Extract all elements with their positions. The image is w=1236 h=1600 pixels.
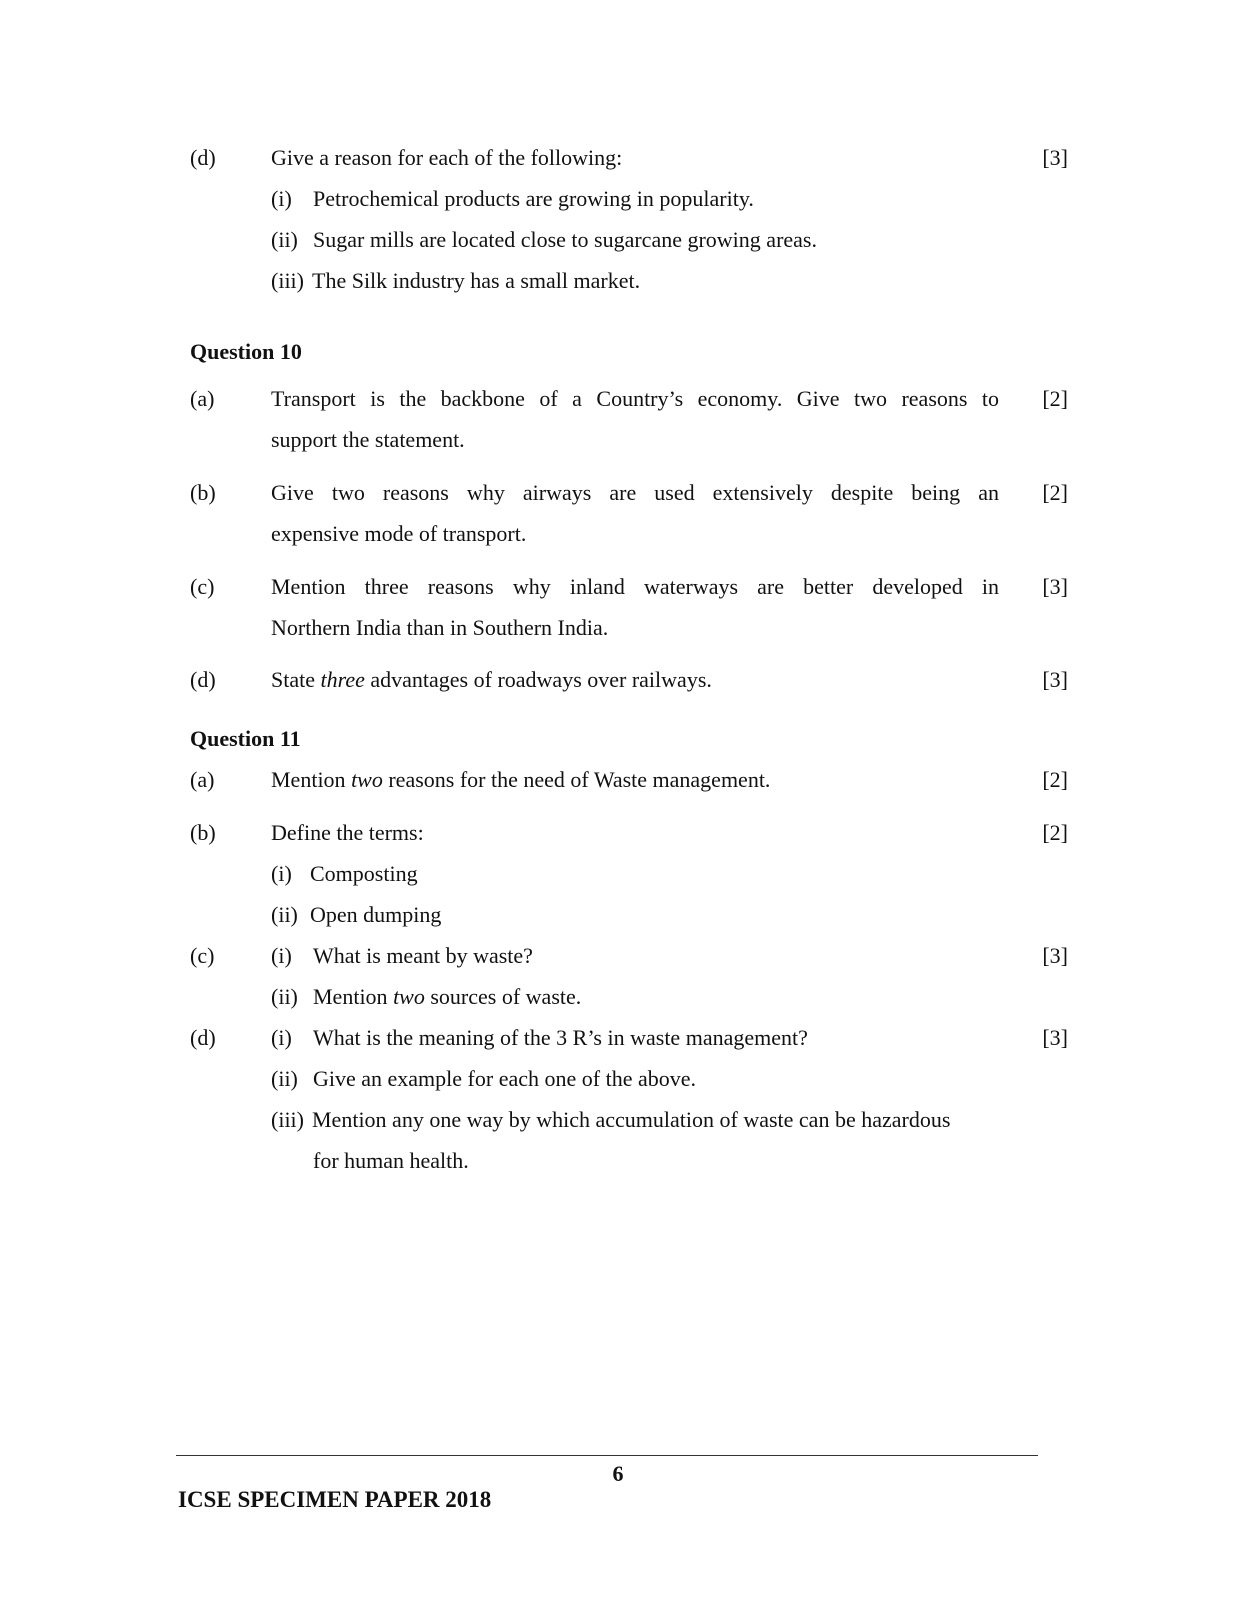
- q10d-label: (d): [190, 667, 216, 692]
- q11b-ii-text: Open dumping: [310, 902, 442, 927]
- q9d-i-text: Petrochemical products are growing in popularity.: [313, 186, 754, 211]
- q11d-i-num: (i): [271, 1025, 292, 1050]
- q10b-line2: expensive mode of transport.: [271, 521, 527, 546]
- q9d-ii-text: Sugar mills are located close to sugarcane growing areas.: [313, 227, 817, 252]
- q11c-label: (c): [190, 943, 215, 968]
- q9d-marks: [3]: [1042, 145, 1068, 170]
- q10a-line1: Transport is the backbone of a Country’s economy. Give two reasons to: [271, 386, 999, 411]
- q11c-marks: [3]: [1042, 943, 1068, 968]
- q9d-i-num: (i): [271, 186, 292, 211]
- q11a-text: [271, 767, 770, 793]
- q11b-label: (b): [190, 820, 216, 845]
- q11a-pre: Mention: [271, 767, 352, 792]
- q10c-label: (c): [190, 574, 215, 599]
- q11c-i-text: What is meant by waste?: [313, 943, 533, 968]
- q10a-marks: [2]: [1042, 386, 1068, 411]
- q11b-text: Define the terms:: [271, 820, 424, 845]
- q11d-label: (d): [190, 1025, 216, 1050]
- q11c-ii-num: (ii): [271, 984, 298, 1009]
- q11c-ii-post: sources of waste.: [424, 984, 582, 1009]
- q10b-marks: [2]: [1042, 480, 1068, 505]
- q9d-text: Give a reason for each of the following:: [271, 145, 623, 170]
- q11b-ii-num: (ii): [271, 902, 298, 927]
- q10d-post: advantages of roadways over railways.: [364, 667, 712, 692]
- q11b-i-num: (i): [271, 861, 292, 886]
- q11d-ii-num: (ii): [271, 1066, 298, 1091]
- q10d-marks: [3]: [1042, 667, 1068, 692]
- q10a-label: (a): [190, 386, 215, 411]
- q10d-pre: State: [271, 667, 321, 692]
- q10a-line2: support the statement.: [271, 427, 465, 452]
- q11b-i-text: Composting: [310, 861, 418, 886]
- q11d-iii-line2: for human health.: [313, 1148, 469, 1173]
- q11d-iii-line1: Mention any one way by which accumulation of waste can be hazardous: [312, 1107, 951, 1132]
- q11c-ii-text: [313, 984, 581, 1010]
- q11d-marks: [3]: [1042, 1025, 1068, 1050]
- q10b-line1: Give two reasons why airways are used extensively despite being an: [271, 480, 999, 505]
- q10c-marks: [3]: [1042, 574, 1068, 599]
- q11c-ii-emphasis: two: [393, 984, 425, 1009]
- q10d-text: [271, 667, 712, 693]
- footer-title: ICSE SPECIMEN PAPER 2018: [178, 1487, 492, 1512]
- q11a-label: (a): [190, 767, 215, 792]
- q10d-emphasis: three: [320, 667, 365, 692]
- q11d-i-text: What is the meaning of the 3 R’s in waste management?: [313, 1025, 808, 1050]
- q10c-line2: Northern India than in Southern India.: [271, 615, 609, 640]
- footer-divider: [176, 1455, 1038, 1456]
- q11a-emphasis: two: [351, 767, 383, 792]
- q11c-ii-pre: Mention: [313, 984, 394, 1009]
- q11a-marks: [2]: [1042, 767, 1068, 792]
- page-number: 6: [612, 1461, 624, 1486]
- q9d-iii-text: The Silk industry has a small market.: [312, 268, 641, 293]
- q11d-ii-text: Give an example for each one of the above.: [313, 1066, 696, 1091]
- q9d-ii-num: (ii): [271, 227, 298, 252]
- question-11-heading: Question 11: [190, 726, 301, 751]
- q10b-label: (b): [190, 480, 216, 505]
- q11b-marks: [2]: [1042, 820, 1068, 845]
- question-10-heading: Question 10: [190, 339, 302, 364]
- q9d-label: (d): [190, 145, 216, 170]
- q11c-i-num: (i): [271, 943, 292, 968]
- q10c-line1: Mention three reasons why inland waterways are better developed in: [271, 574, 999, 599]
- q11a-post: reasons for the need of Waste management.: [382, 767, 771, 792]
- q9d-iii-num: (iii): [271, 268, 304, 293]
- q11d-iii-num: (iii): [271, 1107, 304, 1132]
